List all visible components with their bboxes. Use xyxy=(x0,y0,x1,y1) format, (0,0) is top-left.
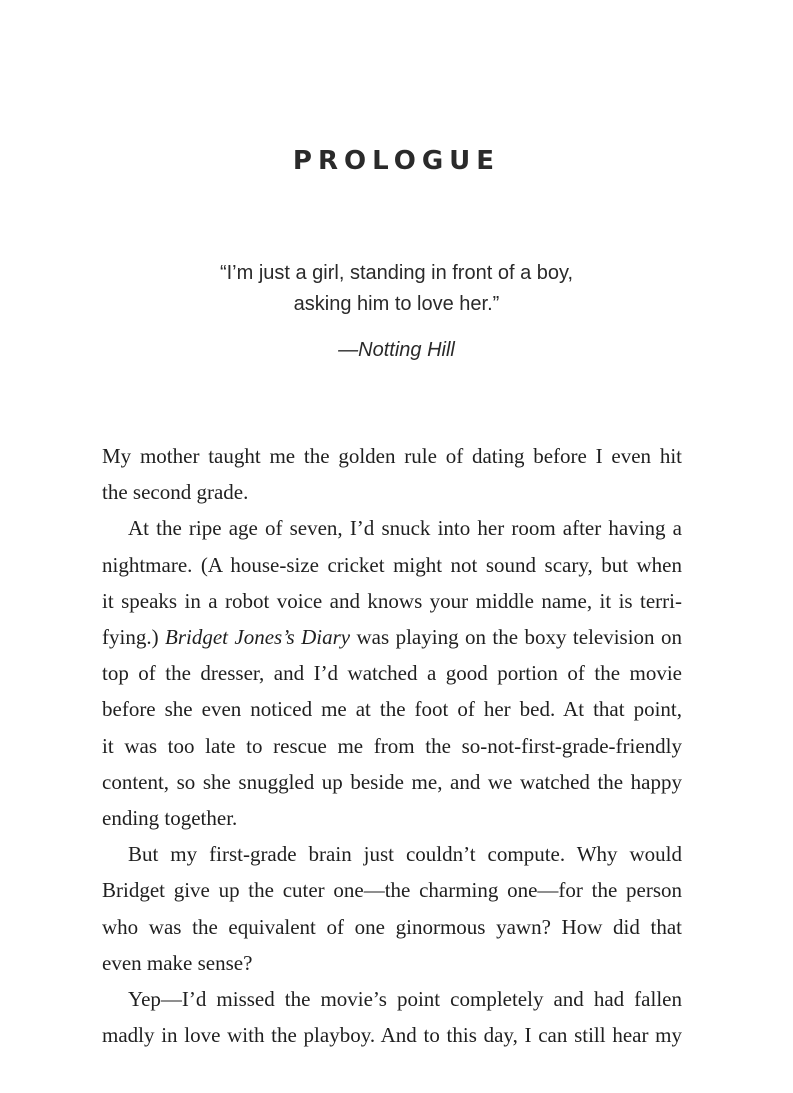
text-line: it speaks in a robot voice and knows your middle name, it is terri- xyxy=(102,588,682,613)
book-title-italic: Bridget Jones’s Diary xyxy=(165,625,351,650)
body-text xyxy=(102,438,682,1053)
epigraph-line: “I’m just a girl, standing in front of a boy, xyxy=(219,262,574,284)
paragraph xyxy=(102,981,682,1053)
text-line: it was too late to rescue me from the so-not-first-grade-friendly xyxy=(102,733,682,758)
text-fragment: fying.) xyxy=(102,625,165,650)
text-line: top of the dresser, and I’d watched a good portion of the movie xyxy=(102,661,682,686)
paragraph xyxy=(102,836,682,981)
text-line: madly in love with the playboy. And to this day, I can still hear my xyxy=(102,1023,682,1048)
text-line: even make sense? xyxy=(102,950,253,975)
text-line: who was the equivalent of one ginormous yawn? How did that xyxy=(102,914,682,939)
epigraph-quote xyxy=(0,258,793,320)
text-line: nightmare. (A house-size cricket might not sound scary, but when xyxy=(102,552,682,577)
text-line: Bridget give up the cuter one—the charming one—for the person xyxy=(102,878,682,903)
epigraph-line: asking him to love her.” xyxy=(293,293,500,315)
text-line: the second grade. xyxy=(102,480,249,505)
text-line: My mother taught me the golden rule of dating before I even hit xyxy=(102,444,682,468)
text-line: But my first-grade brain just couldn’t compute. Why would xyxy=(128,842,682,867)
text-fragment: was playing on the boxy television on xyxy=(350,625,682,650)
text-line: Yep—I’d missed the movie’s point completely and had fallen xyxy=(128,987,682,1012)
text-line: content, so she snuggled up beside me, and we watched the happy xyxy=(102,769,682,794)
text-line xyxy=(102,619,682,655)
paragraph xyxy=(102,438,682,510)
epigraph-source: —Notting Hill xyxy=(338,339,455,361)
paragraph xyxy=(102,510,682,836)
text-line: before she even noticed me at the foot of her bed. At that point, xyxy=(102,697,682,722)
chapter-title: PROLOGUE xyxy=(292,146,501,176)
text-line: ending together. xyxy=(102,806,238,831)
text-line: At the ripe age of seven, I’d snuck into her room after having a xyxy=(128,516,682,541)
